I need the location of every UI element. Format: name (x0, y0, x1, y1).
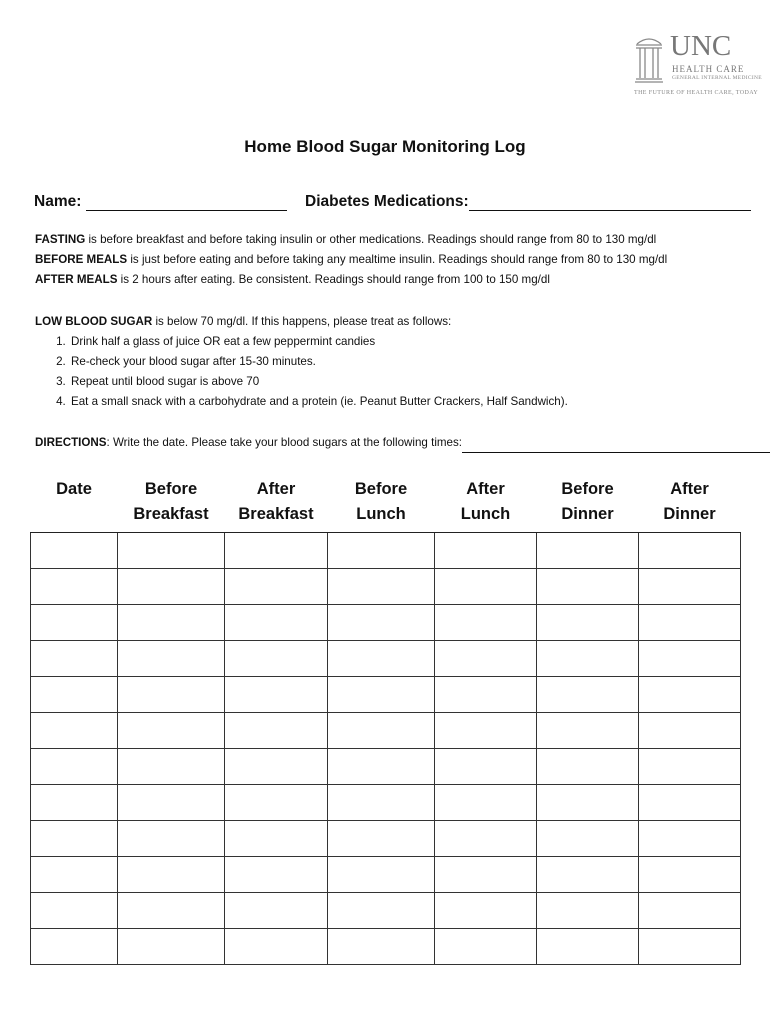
log-cell-after-dinner[interactable] (639, 857, 741, 893)
log-cell-before-breakfast[interactable] (118, 893, 225, 929)
log-table-body (31, 533, 741, 965)
log-cell-before-lunch[interactable] (328, 821, 435, 857)
log-cell-before-breakfast[interactable] (118, 641, 225, 677)
definition-text: is 2 hours after eating. Be consistent. Readings should range from 100 to 150 mg/dl (117, 273, 550, 286)
log-cell-after-dinner[interactable] (639, 893, 741, 929)
log-cell-after-breakfast[interactable] (225, 749, 328, 785)
treatment-step: 2. Re-check your blood sugar after 15-30 minutes. (69, 352, 568, 372)
low-blood-sugar-section (35, 312, 568, 412)
column-header-after-lunch: After Lunch (435, 473, 537, 533)
definition-term: AFTER MEALS (35, 273, 118, 286)
definition-text: is before breakfast and before taking insulin or other medications. Readings should range from 80 to 130 mg/dl (85, 233, 657, 246)
log-cell-before-dinner[interactable] (537, 857, 639, 893)
log-cell-before-breakfast[interactable] (118, 785, 225, 821)
low-blood-sugar-text: is below 70 mg/dl. If this happens, please treat as follows: (152, 315, 452, 328)
log-cell-before-lunch[interactable] (328, 533, 435, 569)
log-cell-after-lunch[interactable] (435, 821, 537, 857)
column-header-after-breakfast: After Breakfast (225, 473, 328, 533)
column-header-before-breakfast: Before Breakfast (118, 473, 225, 533)
log-cell-before-breakfast[interactable] (118, 857, 225, 893)
log-cell-date[interactable] (31, 533, 118, 569)
log-cell-after-dinner[interactable] (639, 677, 741, 713)
name-field[interactable] (86, 196, 287, 211)
blood-sugar-log-table (30, 473, 741, 965)
log-cell-before-dinner[interactable] (537, 569, 639, 605)
log-cell-after-lunch[interactable] (435, 677, 537, 713)
column-header-date: Date (31, 473, 118, 533)
log-cell-after-lunch[interactable] (435, 893, 537, 929)
log-cell-before-dinner[interactable] (537, 893, 639, 929)
log-cell-after-dinner[interactable] (639, 533, 741, 569)
log-cell-before-lunch[interactable] (328, 605, 435, 641)
log-cell-before-breakfast[interactable] (118, 569, 225, 605)
log-cell-before-lunch[interactable] (328, 785, 435, 821)
name-meds-line (34, 193, 751, 211)
table-row (31, 641, 741, 677)
definition-before-meals (35, 250, 667, 270)
log-cell-before-lunch[interactable] (328, 929, 435, 965)
log-cell-after-dinner[interactable] (639, 641, 741, 677)
log-cell-after-lunch[interactable] (435, 929, 537, 965)
log-cell-before-lunch[interactable] (328, 749, 435, 785)
table-row (31, 785, 741, 821)
table-row (31, 533, 741, 569)
low-blood-sugar-term: LOW BLOOD SUGAR (35, 315, 153, 328)
table-row (31, 677, 741, 713)
directions (35, 433, 770, 453)
log-cell-date[interactable] (31, 857, 118, 893)
log-cell-after-breakfast[interactable] (225, 893, 328, 929)
log-cell-before-breakfast[interactable] (118, 713, 225, 749)
log-cell-after-dinner[interactable] (639, 713, 741, 749)
treatment-step: 4. Eat a small snack with a carbohydrate and a protein (ie. Peanut Butter Crackers, Half Sandwich). (69, 392, 568, 412)
log-cell-before-lunch[interactable] (328, 893, 435, 929)
medications-label: Diabetes Medications: (305, 193, 469, 210)
log-cell-after-dinner[interactable] (639, 929, 741, 965)
log-cell-before-breakfast[interactable] (118, 533, 225, 569)
log-cell-before-lunch[interactable] (328, 641, 435, 677)
log-cell-after-breakfast[interactable] (225, 677, 328, 713)
treatment-step: 3. Repeat until blood sugar is above 70 (69, 372, 568, 392)
old-well-icon (634, 32, 664, 84)
log-cell-after-breakfast[interactable] (225, 605, 328, 641)
log-cell-after-lunch[interactable] (435, 641, 537, 677)
definition-term: BEFORE MEALS (35, 253, 128, 266)
log-cell-before-lunch[interactable] (328, 677, 435, 713)
table-row (31, 857, 741, 893)
log-cell-date[interactable] (31, 605, 118, 641)
table-row (31, 929, 741, 965)
log-cell-before-breakfast[interactable] (118, 749, 225, 785)
log-cell-before-dinner[interactable] (537, 749, 639, 785)
log-cell-after-breakfast[interactable] (225, 785, 328, 821)
log-cell-before-lunch[interactable] (328, 569, 435, 605)
log-cell-date[interactable] (31, 785, 118, 821)
log-cell-before-breakfast[interactable] (118, 605, 225, 641)
log-cell-date[interactable] (31, 893, 118, 929)
table-row (31, 605, 741, 641)
log-cell-after-dinner[interactable] (639, 569, 741, 605)
directions-text: : Write the date. Please take your blood sugars at the following times: (106, 436, 463, 449)
log-cell-after-lunch[interactable] (435, 605, 537, 641)
log-cell-after-dinner[interactable] (639, 785, 741, 821)
log-cell-date[interactable] (31, 821, 118, 857)
log-cell-after-breakfast[interactable] (225, 641, 328, 677)
log-cell-before-breakfast[interactable] (118, 677, 225, 713)
column-header-before-dinner: Before Dinner (537, 473, 639, 533)
log-cell-before-lunch[interactable] (328, 713, 435, 749)
column-header-before-lunch: Before Lunch (328, 473, 435, 533)
table-row (31, 749, 741, 785)
log-cell-date[interactable] (31, 713, 118, 749)
table-row (31, 821, 741, 857)
table-row (31, 713, 741, 749)
log-cell-after-breakfast[interactable] (225, 713, 328, 749)
log-cell-after-dinner[interactable] (639, 821, 741, 857)
definition-after-meals (35, 270, 667, 290)
log-cell-before-dinner[interactable] (537, 785, 639, 821)
logo-name: UNC (670, 30, 732, 62)
log-cell-before-dinner[interactable] (537, 677, 639, 713)
log-cell-after-lunch[interactable] (435, 749, 537, 785)
log-cell-date[interactable] (31, 569, 118, 605)
directions-times-field[interactable] (462, 439, 770, 453)
name-label: Name: (34, 193, 82, 210)
table-header-row (31, 473, 741, 533)
directions-term: DIRECTIONS (35, 436, 107, 449)
log-cell-after-lunch[interactable] (435, 857, 537, 893)
logo-tagline: THE FUTURE OF HEALTH CARE, TODAY (634, 90, 759, 96)
treatment-step: 1. Drink half a glass of juice OR eat a few peppermint candies (69, 332, 568, 352)
log-cell-date[interactable] (31, 677, 118, 713)
log-cell-after-lunch[interactable] (435, 785, 537, 821)
log-cell-date[interactable] (31, 929, 118, 965)
page-title: Home Blood Sugar Monitoring Log (244, 137, 526, 156)
log-cell-before-dinner[interactable] (537, 821, 639, 857)
log-cell-after-breakfast[interactable] (225, 929, 328, 965)
treatment-steps (35, 332, 568, 412)
table-row (31, 569, 741, 605)
log-cell-after-breakfast[interactable] (225, 821, 328, 857)
log-cell-before-dinner[interactable] (537, 641, 639, 677)
log-cell-before-dinner[interactable] (537, 929, 639, 965)
logo-line-1: HEALTH CARE (672, 64, 745, 74)
low-blood-sugar-intro (35, 312, 568, 332)
log-cell-date[interactable] (31, 749, 118, 785)
definition-text: is just before eating and before taking any mealtime insulin. Readings should range from 80 to 130 mg/dl (127, 253, 668, 266)
log-cell-after-lunch[interactable] (435, 713, 537, 749)
unc-health-care-logo (634, 28, 762, 104)
log-cell-after-lunch[interactable] (435, 533, 537, 569)
log-cell-after-breakfast[interactable] (225, 533, 328, 569)
log-cell-before-breakfast[interactable] (118, 821, 225, 857)
log-cell-before-dinner[interactable] (537, 605, 639, 641)
definition-term: FASTING (35, 233, 86, 246)
log-cell-before-breakfast[interactable] (118, 929, 225, 965)
log-cell-after-breakfast[interactable] (225, 857, 328, 893)
log-cell-before-dinner[interactable] (537, 713, 639, 749)
medications-field[interactable] (469, 196, 751, 211)
table-row (31, 893, 741, 929)
log-cell-after-breakfast[interactable] (225, 569, 328, 605)
log-cell-after-dinner[interactable] (639, 605, 741, 641)
reading-definitions (35, 230, 667, 290)
column-header-after-dinner: After Dinner (639, 473, 741, 533)
log-cell-after-lunch[interactable] (435, 569, 537, 605)
log-cell-date[interactable] (31, 641, 118, 677)
log-cell-after-dinner[interactable] (639, 749, 741, 785)
logo-line-2: GENERAL INTERNAL MEDICINE (672, 75, 762, 81)
log-cell-before-lunch[interactable] (328, 857, 435, 893)
definition-fasting (35, 230, 667, 250)
log-cell-before-dinner[interactable] (537, 533, 639, 569)
